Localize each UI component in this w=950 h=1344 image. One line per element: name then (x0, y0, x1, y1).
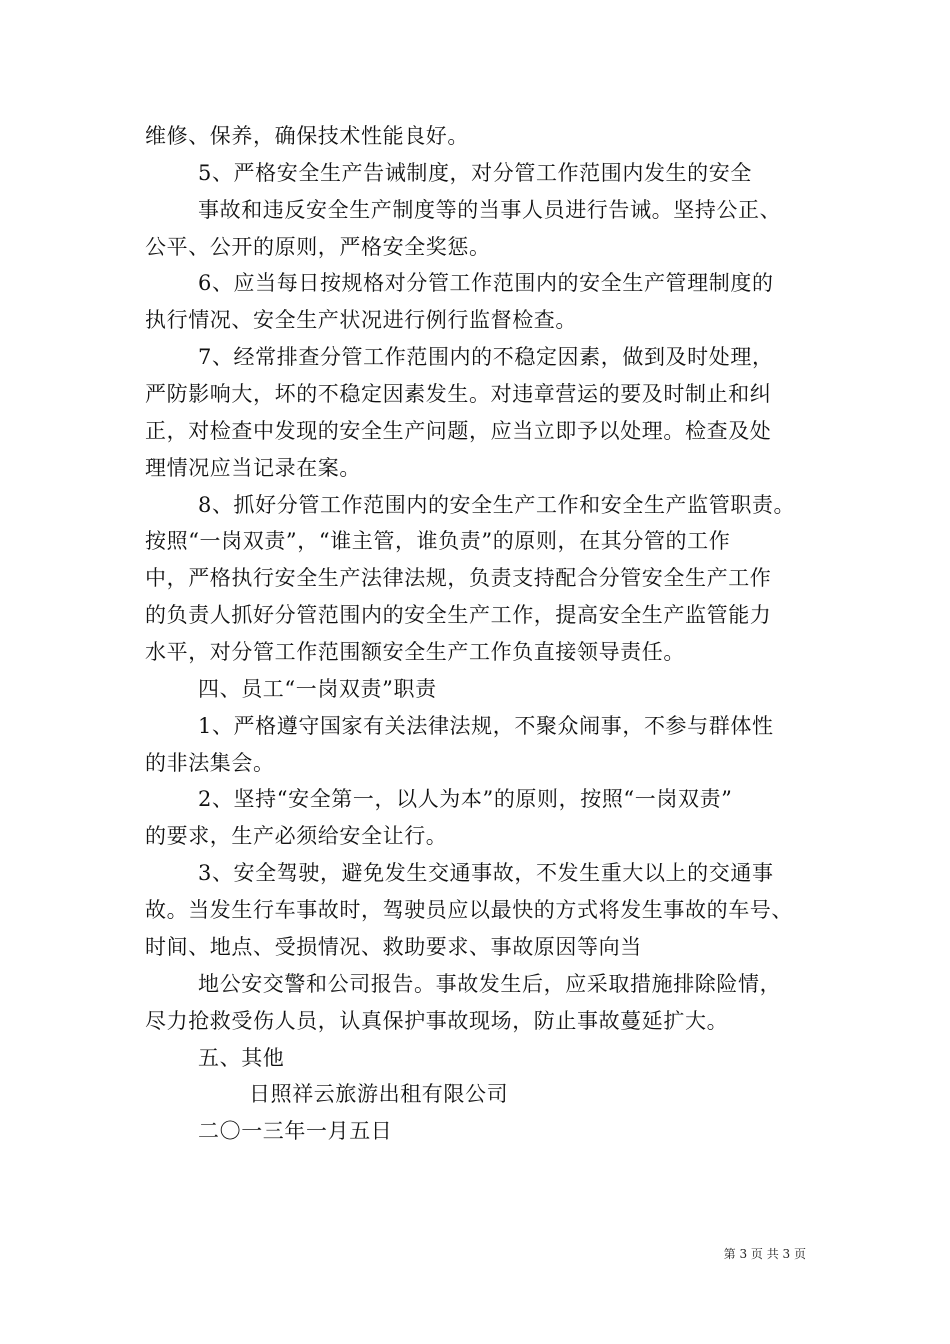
section-heading-five: 五、其他 (198, 1046, 285, 1070)
text-line-23: 时间、地点、受损情况、救助要求、事故原因等向当 (145, 935, 642, 959)
text-line-10: 理情况应当记录在案。 (145, 456, 361, 480)
page-number-footer: 第 3 页 共 3 页 (723, 1247, 806, 1261)
text-line-20: 的要求，生产必须给安全让行。 (145, 824, 448, 848)
text-line-6: 执行情况、安全生产状况进行例行监督检查。 (145, 308, 577, 332)
text-line-22: 故。当发生行车事故时，驾驶员应以最快的方式将发生事故的车号、 (145, 898, 793, 922)
text-line-7: 7、经常排查分管工作范围内的不稳定因素，做到及时处理， (198, 345, 774, 369)
text-line-24: 地公安交警和公司报告。事故发生后，应采取措施排除险情， (198, 972, 782, 996)
text-line-13: 中，严格执行安全生产法律法规，负责支持配合分管安全生产工作 (145, 566, 772, 590)
text-line-19: 2、坚持“安全第一，以人为本”的原则，按照“一岗双责” (198, 787, 733, 811)
text-line-9: 正，对检查中发现的安全生产问题，应当立即予以处理。检查及处 (145, 419, 772, 443)
text-line-8: 严防影响大，坏的不稳定因素发生。对违章营运的要及时制止和纠 (145, 382, 772, 406)
text-line-2: 5、严格安全生产告诫制度，对分管工作范围内发生的安全 (198, 161, 752, 185)
text-line-17: 1、严格遵守国家有关法律法规，不聚众闹事，不参与群体性 (198, 714, 774, 738)
text-line-15: 水平，对分管工作范围额安全生产工作负直接领导责任。 (145, 640, 685, 664)
text-line-14: 的负责人抓好分管范围内的安全生产工作，提高安全生产监管能力 (145, 603, 772, 627)
text-line-3: 事故和违反安全生产制度等的当事人员进行告诫。坚持公正、 (198, 198, 782, 222)
company-signature: 日照祥云旅游出租有限公司 (249, 1082, 509, 1106)
text-line-11: 8、抓好分管工作范围内的安全生产工作和安全生产监管职责。 (198, 493, 796, 517)
text-line-4: 公平、公开的原则，严格安全奖惩。 (145, 235, 491, 259)
text-line-1: 维修、保养，确保技术性能良好。 (145, 124, 469, 148)
text-line-18: 的非法集会。 (145, 751, 275, 775)
text-line-5: 6、应当每日按规格对分管工作范围内的安全生产管理制度的 (198, 271, 774, 295)
text-line-21: 3、安全驾驶，避免发生交通事故，不发生重大以上的交通事 (198, 861, 774, 885)
text-line-12: 按照“一岗双责”，“谁主管，谁负责”的原则，在其分管的工作 (145, 529, 731, 553)
section-heading-four: 四、员工“一岗双责”职责 (198, 677, 437, 701)
signature-date: 二〇一三年一月五日 (198, 1119, 393, 1143)
text-line-25: 尽力抢救受伤人员，认真保护事故现场，防止事故蔓延扩大。 (145, 1009, 729, 1033)
